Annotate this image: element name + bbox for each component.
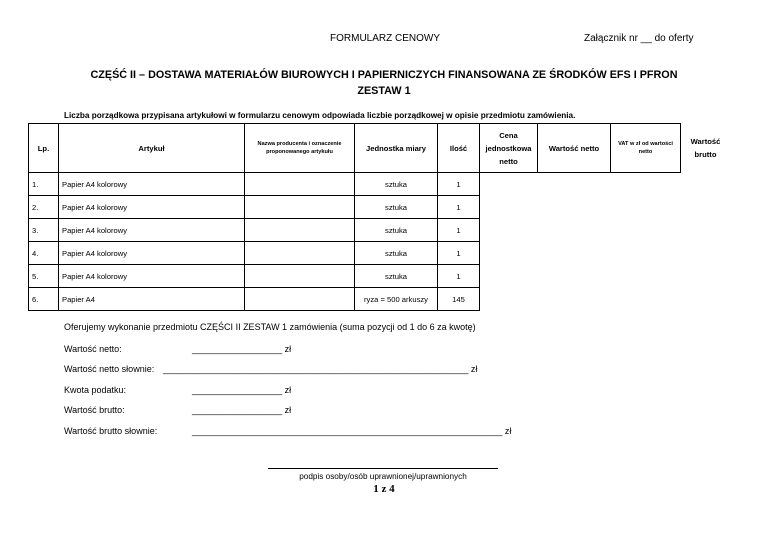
brutto-words-field[interactable]: ______________________________________________________________ zł — [192, 426, 512, 436]
brutto-label: Wartość brutto: — [64, 405, 125, 415]
cell-producent[interactable] — [245, 265, 355, 288]
cell-jednostka: sztuka — [355, 196, 438, 219]
cell-ilosc: 1 — [438, 196, 480, 219]
tax-label: Kwota podatku: — [64, 385, 127, 395]
cell-cena — [480, 265, 538, 288]
title-line-1: CZĘŚĆ II – DOSTAWA MATERIAŁÓW BIUROWYCH I PAPIERNICZYCH FINANSOWANA ZE ŚRODKÓW EFS I PFRON — [90, 69, 678, 81]
numbering-note: Liczba porządkowa przypisana artykułowi w formularzu cenowym odpowiada liczbie porządkowej w opisie przedmiotu zamówienia. — [64, 111, 576, 120]
cell-producent[interactable] — [245, 173, 355, 196]
netto-words-field[interactable]: _____________________________________________________________ zł — [163, 364, 478, 374]
cell-cena — [480, 173, 538, 196]
cell-netto — [538, 242, 611, 265]
tax-field[interactable]: __________________ zł — [192, 385, 292, 395]
price-table — [28, 123, 731, 311]
cell-vat — [611, 288, 681, 311]
cell-artykul: Papier A4 — [59, 288, 245, 311]
cell-ilosc: 1 — [438, 242, 480, 265]
cell-lp: 1. — [29, 173, 59, 196]
table-row — [29, 196, 731, 219]
cell-jednostka: sztuka — [355, 173, 438, 196]
cell-jednostka: sztuka — [355, 242, 438, 265]
cell-artykul: Papier A4 kolorowy — [59, 219, 245, 242]
page-number: 1 z 4 — [373, 483, 395, 495]
cell-netto — [538, 219, 611, 242]
cell-artykul: Papier A4 kolorowy — [59, 242, 245, 265]
cell-brutto — [681, 196, 731, 219]
cell-artykul: Papier A4 kolorowy — [59, 173, 245, 196]
cell-ilosc: 145 — [438, 288, 480, 311]
cell-cena — [480, 242, 538, 265]
cell-lp: 6. — [29, 288, 59, 311]
cell-artykul: Papier A4 kolorowy — [59, 196, 245, 219]
cell-ilosc: 1 — [438, 219, 480, 242]
signature-caption: podpis osoby/osób uprawnionej/uprawnionych — [299, 472, 467, 481]
cell-artykul: Papier A4 kolorowy — [59, 265, 245, 288]
cell-vat — [611, 242, 681, 265]
cell-lp: 5. — [29, 265, 59, 288]
cell-producent[interactable] — [245, 288, 355, 311]
attachment-label: Załącznik nr __ do oferty — [584, 33, 694, 44]
netto-words-label: Wartość netto słownie: — [64, 364, 155, 374]
cell-brutto — [681, 242, 731, 265]
cell-producent[interactable] — [245, 242, 355, 265]
netto-label: Wartość netto: — [64, 344, 122, 354]
header-vat: VAT w zł od wartości netto — [611, 124, 681, 173]
table-row — [29, 242, 731, 265]
table-row — [29, 265, 731, 288]
cell-vat — [611, 265, 681, 288]
header-jednostka: Jednostka miary — [355, 124, 438, 173]
cell-lp: 2. — [29, 196, 59, 219]
cell-ilosc: 1 — [438, 265, 480, 288]
cell-vat — [611, 196, 681, 219]
cell-jednostka: ryza = 500 arkuszy — [355, 288, 438, 311]
cell-brutto — [681, 219, 731, 242]
offer-statement: Oferujemy wykonanie przedmiotu CZĘŚCI II ZESTAW 1 zamówienia (suma pozycji od 1 do 6 za kwotę) — [64, 322, 476, 332]
cell-jednostka: sztuka — [355, 219, 438, 242]
netto-field[interactable]: __________________ zł — [192, 344, 292, 354]
table-row — [29, 173, 731, 196]
header-netto: Wartość netto — [538, 124, 611, 173]
cell-lp: 4. — [29, 242, 59, 265]
cell-vat — [611, 219, 681, 242]
cell-lp: 3. — [29, 219, 59, 242]
header-ilosc: Ilość — [438, 124, 480, 173]
cell-netto — [538, 196, 611, 219]
cell-cena — [480, 219, 538, 242]
header-producent: Nazwa producenta i oznaczenie proponowanego artykułu — [245, 124, 355, 173]
header-artykul: Artykuł — [59, 124, 245, 173]
cell-ilosc: 1 — [438, 173, 480, 196]
cell-producent[interactable] — [245, 196, 355, 219]
cell-vat — [611, 173, 681, 196]
cell-netto — [538, 265, 611, 288]
document-title — [40, 67, 728, 99]
cell-cena — [480, 196, 538, 219]
signature-line[interactable] — [268, 468, 498, 469]
cell-cena — [480, 288, 538, 311]
header-brutto: Wartość brutto — [690, 137, 721, 159]
cell-brutto — [681, 288, 731, 311]
table-row — [29, 288, 731, 311]
cell-netto — [538, 173, 611, 196]
title-line-2: ZESTAW 1 — [357, 85, 411, 97]
header-cena: Cena jednostkowa netto — [480, 124, 538, 173]
cell-netto — [538, 288, 611, 311]
brutto-words-label: Wartość brutto słownie: — [64, 426, 158, 436]
table-header-row — [29, 124, 731, 173]
cell-brutto — [681, 173, 731, 196]
cell-brutto — [681, 265, 731, 288]
cell-jednostka: sztuka — [355, 265, 438, 288]
table-row — [29, 219, 731, 242]
form-title: FORMULARZ CENOWY — [330, 33, 440, 44]
header-lp: Lp. — [29, 124, 59, 173]
brutto-field[interactable]: __________________ zł — [192, 405, 292, 415]
cell-producent[interactable] — [245, 219, 355, 242]
